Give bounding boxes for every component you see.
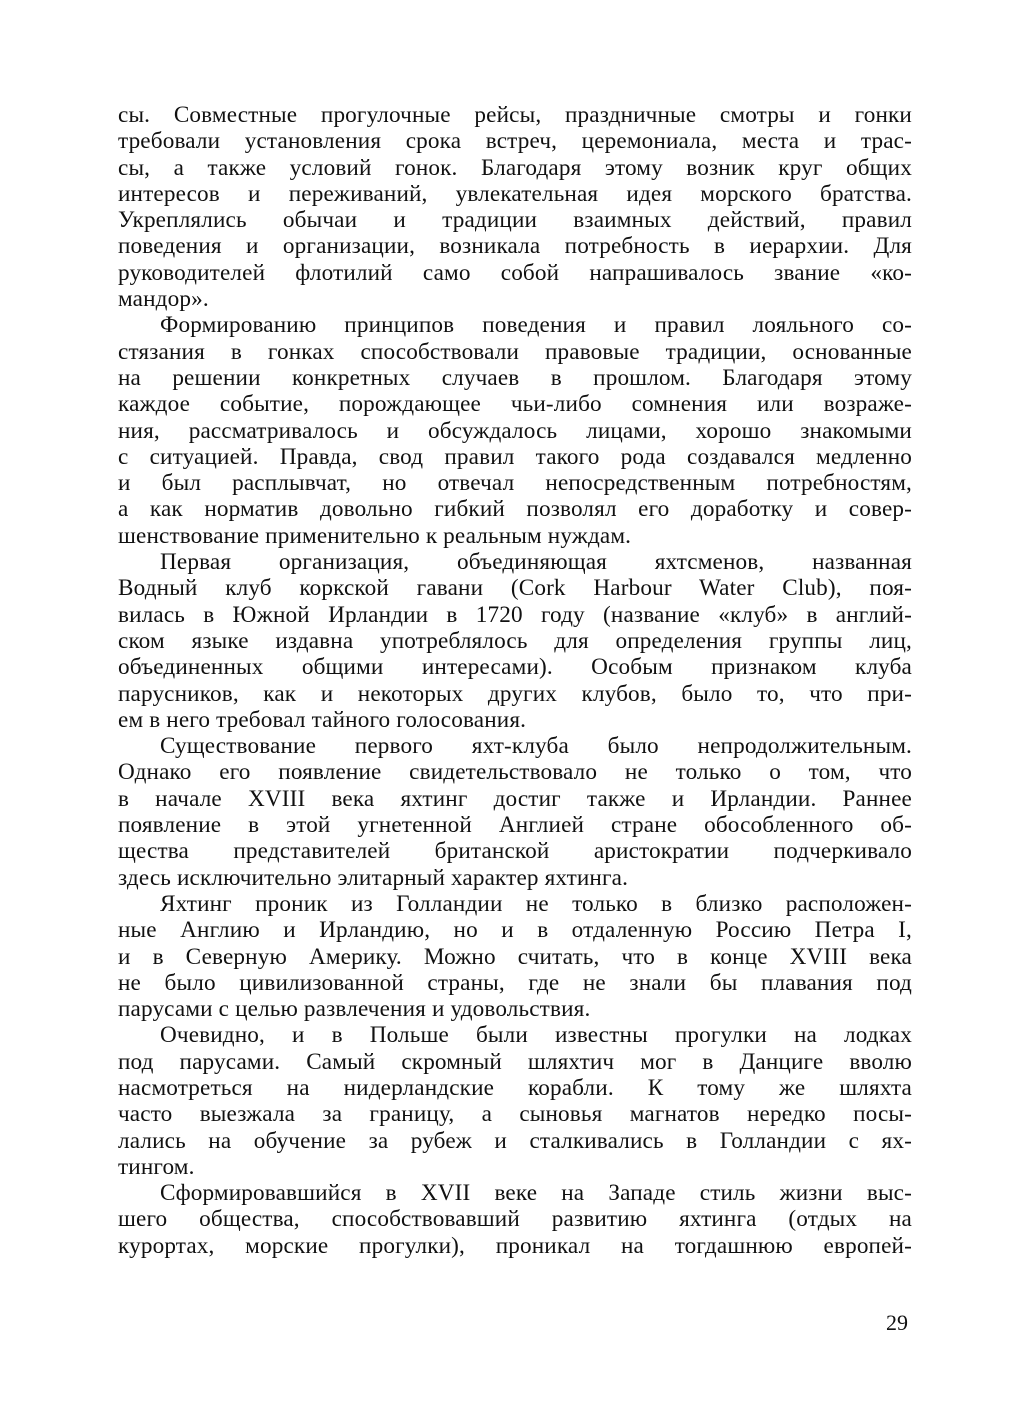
text-line: Однако его появление свидетельствовало не только о том, что [118,759,912,786]
text-line: Первая организация, объединяющая яхтсменов, названная [160,549,912,576]
paragraph [118,733,912,891]
text-line: шенствование применительно к реальным нуждам. [118,522,632,549]
text-line: Формированию принципов поведения и правил лояльного со- [160,312,912,339]
text-line: вилась в Южной Ирландии в 1720 году (название «клуб» в англий- [118,601,912,628]
text-line: парусами с целью развлечения и удовольствия. [118,996,591,1023]
text-line: и был расплывчат, но отвечал непосредственным потребностям, [118,470,912,497]
paragraph [118,102,912,312]
text-line: Укреплялись обычаи и традиции взаимных действий, правил [118,207,912,234]
text-line: не было цивилизованной страны, где не знали бы плавания под [118,969,912,996]
text-line: стязания в гонках способствовали правовые традиции, основанные [118,338,912,365]
text-line: ем в него требовал тайного голосования. [118,706,527,733]
text-line: мандор». [118,286,209,313]
text-line: тингом. [118,1153,195,1180]
text-line: курортах, морские прогулки), проникал на тогдашнюю европей- [118,1232,912,1259]
paragraph [118,1022,912,1180]
text-line: шего общества, способствовавший развитию яхтинга (отдых на [118,1206,912,1233]
text-line: появление в этой угнетенной Англией стране обособленного об- [118,812,912,839]
text-line: сы. Совместные прогулочные рейсы, праздничные смотры и гонки [118,102,912,128]
text-line: каждое событие, порождающее чьи-либо сомнения или возраже- [118,391,912,418]
text-line: Существование первого яхт-клуба было непродолжительным. [160,733,912,760]
text-line: с ситуацией. Правда, свод правил такого рода создавался медленно [118,443,912,470]
text-line: здесь исключительно элитарный характер яхтинга. [118,864,629,891]
text-line: поведения и организации, возникала потребность в иерархии. Для [118,233,912,260]
text-line: требовали установления срока встреч, церемониала, места и трас- [118,128,912,155]
text-line: Яхтинг проник из Голландии не только в близко расположен- [160,890,912,917]
text-line: часто выезжала за границу, а сыновья магнатов нередко посы- [118,1101,912,1128]
text-line: на решении конкретных случаев в прошлом. Благодаря этому [118,364,912,391]
text-line: и в Северную Америку. Можно считать, что в конце XVIII века [118,943,912,970]
text-line: интересов и переживаний, увлекательная идея морского братства. [118,180,912,207]
text-line: Очевидно, и в Польше были известны прогулки на лодках [160,1022,912,1049]
text-line: щества представителей британской аристократии подчеркивало [118,838,912,865]
text-line: ском языке издавна употреблялось для определения группы лиц, [118,627,912,654]
text-line: парусников, как и некоторых других клубов, было то, что при- [118,680,912,707]
text-line: насмотреться на нидерландские корабли. К тому же шляхта [118,1074,912,1101]
text-line: руководителей флотилий само собой напрашивалось звание «ко- [118,259,912,286]
text-line: Водный клуб коркской гавани (Cork Harbour Water Club), поя- [118,575,912,602]
paragraph [118,1180,912,1259]
page-number: 29 [886,1310,908,1335]
text-line: а как норматив довольно гибкий позволял его доработку и совер- [118,496,912,523]
text-line: ные Англию и Ирландию, но и в отдаленную Россию Петра I, [118,917,912,944]
page-body [118,102,912,1259]
text-line: лались на обучение за рубеж и сталкивались в Голландии с ях- [118,1127,912,1154]
text-line: в начале XVIII века яхтинг достиг также и Ирландии. Раннее [118,785,912,812]
text-line: объединенных общими интересами). Особым признаком клуба [118,654,912,681]
paragraph [118,549,912,733]
text-line: под парусами. Самый скромный шляхтич мог в Данциге вволю [118,1048,912,1075]
text-line: Сформировавшийся в XVII веке на Западе стиль жизни выс- [160,1180,912,1207]
paragraph [118,312,912,549]
paragraph [118,891,912,1022]
text-line: сы, а также условий гонок. Благодаря этому возник круг общих [118,154,912,181]
text-line: ния, рассматривалось и обсуждалось лицами, хорошо знакомыми [118,417,912,444]
